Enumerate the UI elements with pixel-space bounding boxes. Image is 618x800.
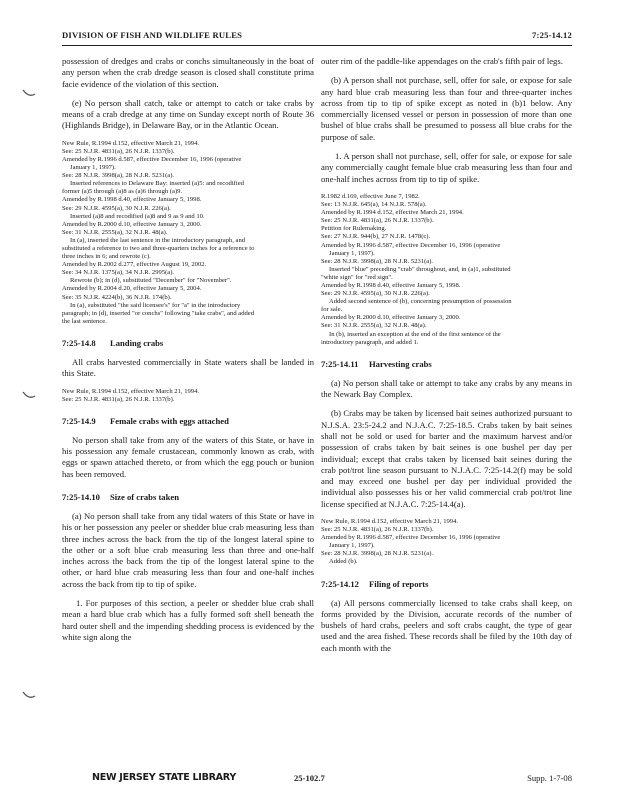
history-line: substituted a reference to two and three-quarters inches for a reference to bbox=[62, 245, 255, 252]
history-line: Amended by R.1998 d.40, effective January 5, 1998. bbox=[62, 196, 202, 204]
history-line: In (b), inserted an exception at the end of the first sentence of the bbox=[329, 330, 501, 338]
paragraph-b1: 1. A person shall not purchase, sell, offer for sale, or expose for sale any commercially caught female blue crab measuring less than four and one-half inches across from tip to tip of spike. bbox=[321, 151, 572, 184]
binding-hole-mark bbox=[22, 390, 36, 402]
section-number: 7:25-14.12 bbox=[321, 578, 359, 589]
paragraph-e: (e) No person shall catch, take or attempt to catch or take crabs by means of a crab dredge at any time on Sunday except north of Route 36 (Highlands Bridge), in Delaware Bay, or in the Atlantic Ocean. bbox=[62, 97, 314, 131]
history-line: three inches in 6; and rewrote (c). bbox=[62, 253, 151, 261]
history-notes bbox=[62, 140, 314, 326]
section-14-11-a: (a) No person shall take or attempt to take any crabs by any means in the Newark Bay Complex. bbox=[321, 377, 572, 400]
history-line: See: 28 N.J.R. 3998(a), 28 N.J.R. 5231(a). bbox=[62, 172, 175, 180]
section-heading-14-11 bbox=[321, 359, 572, 370]
section-heading-14-12 bbox=[321, 579, 572, 590]
history-line: Amended by R.2002 d.277, effective August 19, 2002. bbox=[62, 261, 207, 269]
section-title: Landing crabs bbox=[110, 337, 164, 348]
history-line: See: 28 N.J.R. 3998(a), 28 N.J.R. 5231(a). bbox=[321, 550, 434, 558]
page-footer bbox=[92, 772, 572, 786]
section-title: Filing of reports bbox=[369, 578, 429, 589]
section-14-11-b: (b) Crabs may be taken by licensed bait seines authorized pursuant to N.J.S.A. 23:5-24.2 and N.J.A.C. 7:25-18.5. Crabs taken by bait seines shall not be sold or used for barter and the maximum harvest and/or possession of crabs taken by bait seines is one bushel per day per individual; except that crabs taken by licensed bait seines during the crab pot/trot line season pursuant to N.J.A.C. 7:25-14.2(f) may be sold and may exceed one bushel per day per individual provided the individual also possesses his or her valid commercial crab pot/trot line license specified at N.J.A.C. 7:25-14.4(a). bbox=[321, 408, 572, 509]
section-14-12-a: (a) All persons commercially licensed to take crabs shall keep, on forms provided by the Division, accurate records of the number of bushels of hard crabs, peelers and soft crabs caught, the type of gear used and the area fished. These records shall be filed by the 10th day of each month with the bbox=[321, 597, 572, 653]
section-heading-14-9 bbox=[62, 416, 314, 427]
history-line: R.1982 d.169, effective June 7, 1982. bbox=[321, 192, 420, 200]
history-line: See: 31 N.J.R. 2555(a), 32 N.J.R. 48(a). bbox=[321, 322, 427, 330]
history-line: for sale. bbox=[321, 306, 343, 314]
section-number: 7:25-14.10 bbox=[62, 491, 100, 502]
history-line: introductory paragraph, and added 1. bbox=[321, 338, 419, 346]
history-line: See: 27 N.J.R. 944(b), 27 N.J.R. 1478(c). bbox=[321, 233, 431, 241]
history-line: Inserted "blue" preceding "crab" throughout, and, in (a)1, substituted bbox=[329, 265, 511, 273]
section-14-10-a1: 1. For purposes of this section, a peeler or shedder blue crab shall mean a hard blue crab which has a fully formed soft shell beneath the hard outer shell and the impending shedding process is evidenced by the white sign along the bbox=[62, 597, 314, 642]
section-14-10-a: (a) No person shall take from any tidal waters of this State or have in his or her possession any peeler or shedder blue crab measuring less than three inches across the back from the tip of the longest lateral spine to the other or a soft blue crab measuring less than three and one-half inches across the back from the tip of the longest lateral spine to the other, or hard blue crab measuring less than four and one-half inches across the back from tip to tip of spike. bbox=[62, 510, 314, 589]
history-line: See: 25 N.J.R. 4831(a), 26 N.J.R. 1337(b). bbox=[321, 526, 434, 534]
binding-hole-mark bbox=[22, 690, 36, 702]
page-number: 25-102.7 bbox=[294, 773, 325, 783]
history-line: Inserted (a)8 and recodified (a)8 and 9 as 9 and 10. bbox=[70, 212, 205, 220]
history-line: Amended by R.2004 d.20, effective January 5, 2004. bbox=[62, 285, 202, 293]
history-line: See: 35 N.J.R. 4224(b), 36 N.J.R. 174(b). bbox=[62, 293, 172, 301]
right-column bbox=[321, 56, 572, 662]
supplement-date: Supp. 1-7-08 bbox=[527, 773, 572, 783]
history-line: In (a), substituted "the said licensee's" for "a" in the introductory bbox=[70, 301, 241, 309]
history-line: See: 29 N.J.R. 4595(a), 30 N.J.R. 226(a). bbox=[321, 290, 430, 298]
header-section-number: 7:25-14.12 bbox=[532, 30, 572, 40]
section-heading-14-8 bbox=[62, 338, 314, 349]
running-header bbox=[62, 30, 572, 44]
history-line: former (a)5 through (a)8 as (a)6 through (a)9. bbox=[62, 188, 183, 196]
header-title: DIVISION OF FISH AND WILDLIFE RULES bbox=[62, 30, 243, 40]
history-line: New Rule, R.1994 d.152, effective March 21, 1994. bbox=[321, 518, 459, 526]
section-heading-14-10 bbox=[62, 492, 314, 503]
history-line: See: 25 N.J.R. 4831(a), 26 N.J.R. 1337(b). bbox=[62, 147, 175, 155]
history-line: See: 28 N.J.R. 3998(a), 28 N.J.R. 5231(a). bbox=[321, 257, 434, 265]
section-number: 7:25-14.9 bbox=[62, 415, 96, 426]
header-rule bbox=[62, 45, 572, 46]
section-14-8-text: All crabs harvested commercially in State waters shall be landed in this State. bbox=[62, 356, 314, 379]
history-line: Inserted references to Delaware Bay: inserted (a)5: and recodified bbox=[70, 180, 244, 188]
left-column bbox=[62, 56, 314, 651]
history-line: Added second sentence of (b), concerning presumption of possession bbox=[329, 298, 512, 306]
history-line: Rewrote (b); in (d), substituted "December" for "November". bbox=[70, 277, 232, 285]
history-line: Amended by R.2000 d.10, effective January 3, 2000. bbox=[321, 314, 461, 322]
history-line: January 1, 1997). bbox=[329, 249, 375, 257]
library-stamp: NEW JERSEY STATE LIBRARY bbox=[92, 772, 237, 783]
history-line: Added (b). bbox=[329, 558, 358, 566]
history-line: Amended by R.2000 d.10, effective January 3, 2000. bbox=[62, 220, 202, 228]
history-line: See: 34 N.J.R. 1375(a), 34 N.J.R. 2995(a). bbox=[62, 269, 175, 277]
continued-paragraph: outer rim of the paddle-like appendages on the crab's fifth pair of legs. bbox=[321, 56, 563, 66]
section-title: Size of crabs taken bbox=[110, 491, 179, 502]
section-14-9-text: No person shall take from any of the waters of this State, or have in his possession any female crustacean, commonly known as crab, with eggs or spawn attached thereto, or from which the egg pouch or bunion has been removed. bbox=[62, 434, 314, 479]
section-number: 7:25-14.11 bbox=[321, 358, 359, 369]
history-line: See: 25 N.J.R. 4831(a), 26 N.J.R. 1337(b). bbox=[321, 217, 434, 225]
history-line: See: 13 N.J.R. 645(a), 14 N.J.R. 578(a). bbox=[321, 201, 427, 209]
binding-hole-mark bbox=[22, 88, 36, 100]
history-line: paragraph; in (d), inserted "or conchs" following "take crabs", and added bbox=[62, 309, 255, 317]
history-line: "white sign" for "red sign". bbox=[321, 273, 393, 281]
history-line: See: 25 N.J.R. 4831(a), 26 N.J.R. 1337(b). bbox=[62, 395, 175, 403]
history-line: See: 31 N.J.R. 2555(a), 32 N.J.R. 48(a). bbox=[62, 228, 168, 236]
section-title: Harvesting crabs bbox=[369, 358, 432, 369]
history-line: Amended by R.1996 d.587, effective December 16, 1996 (operative bbox=[62, 155, 242, 163]
history-line: In (a), inserted the last sentence in the introductory paragraph, and bbox=[70, 236, 246, 244]
history-line: New Rule, R.1994 d.152, effective March 21, 1994. bbox=[62, 139, 200, 147]
history-line: January 1, 1997). bbox=[329, 542, 375, 550]
history-line: See: 29 N.J.R. 4595(a), 30 N.J.R. 226(a). bbox=[62, 204, 171, 212]
history-line: Amended by R.1996 d.587, effective December 16, 1996 (operative bbox=[321, 241, 501, 249]
history-line: Amended by R.1998 d.40, effective January 5, 1998. bbox=[321, 282, 461, 289]
paragraph-b: (b) A person shall not purchase, sell, offer for sale, or expose for sale any hard blue crab measuring less than four and three-quarter inches across from tip to tip of spike except as noted in (b)1 below. Any commercially licensed vessel or person in possession of more than one bushel of blue crabs shall be presumed to possess all blue crabs for the purpose of sale. bbox=[321, 75, 572, 142]
history-notes bbox=[321, 193, 572, 347]
history-notes bbox=[321, 518, 572, 567]
intro-paragraph: possession of dredges and crabs or conchs simultaneously in the boat of any person when the crab dredge season is closed shall constitute prima facie evidence of the violation of this section. bbox=[62, 56, 314, 89]
section-number: 7:25-14.8 bbox=[62, 337, 96, 348]
history-line: Petition for Rulemaking. bbox=[321, 225, 387, 233]
history-line: New Rule, R.1994 d.152, effective March 21, 1994. bbox=[62, 387, 200, 395]
history-line: Amended by R.1996 d.587, effective December 16, 1996 (operative bbox=[321, 534, 501, 542]
history-notes bbox=[62, 388, 314, 404]
history-line: Amended by R.1994 d.152, effective March 21, 1994. bbox=[321, 209, 464, 217]
history-line: January 1, 1997). bbox=[70, 164, 116, 172]
history-line: the last sentence. bbox=[62, 317, 107, 325]
section-title: Female crabs with eggs attached bbox=[110, 415, 229, 426]
